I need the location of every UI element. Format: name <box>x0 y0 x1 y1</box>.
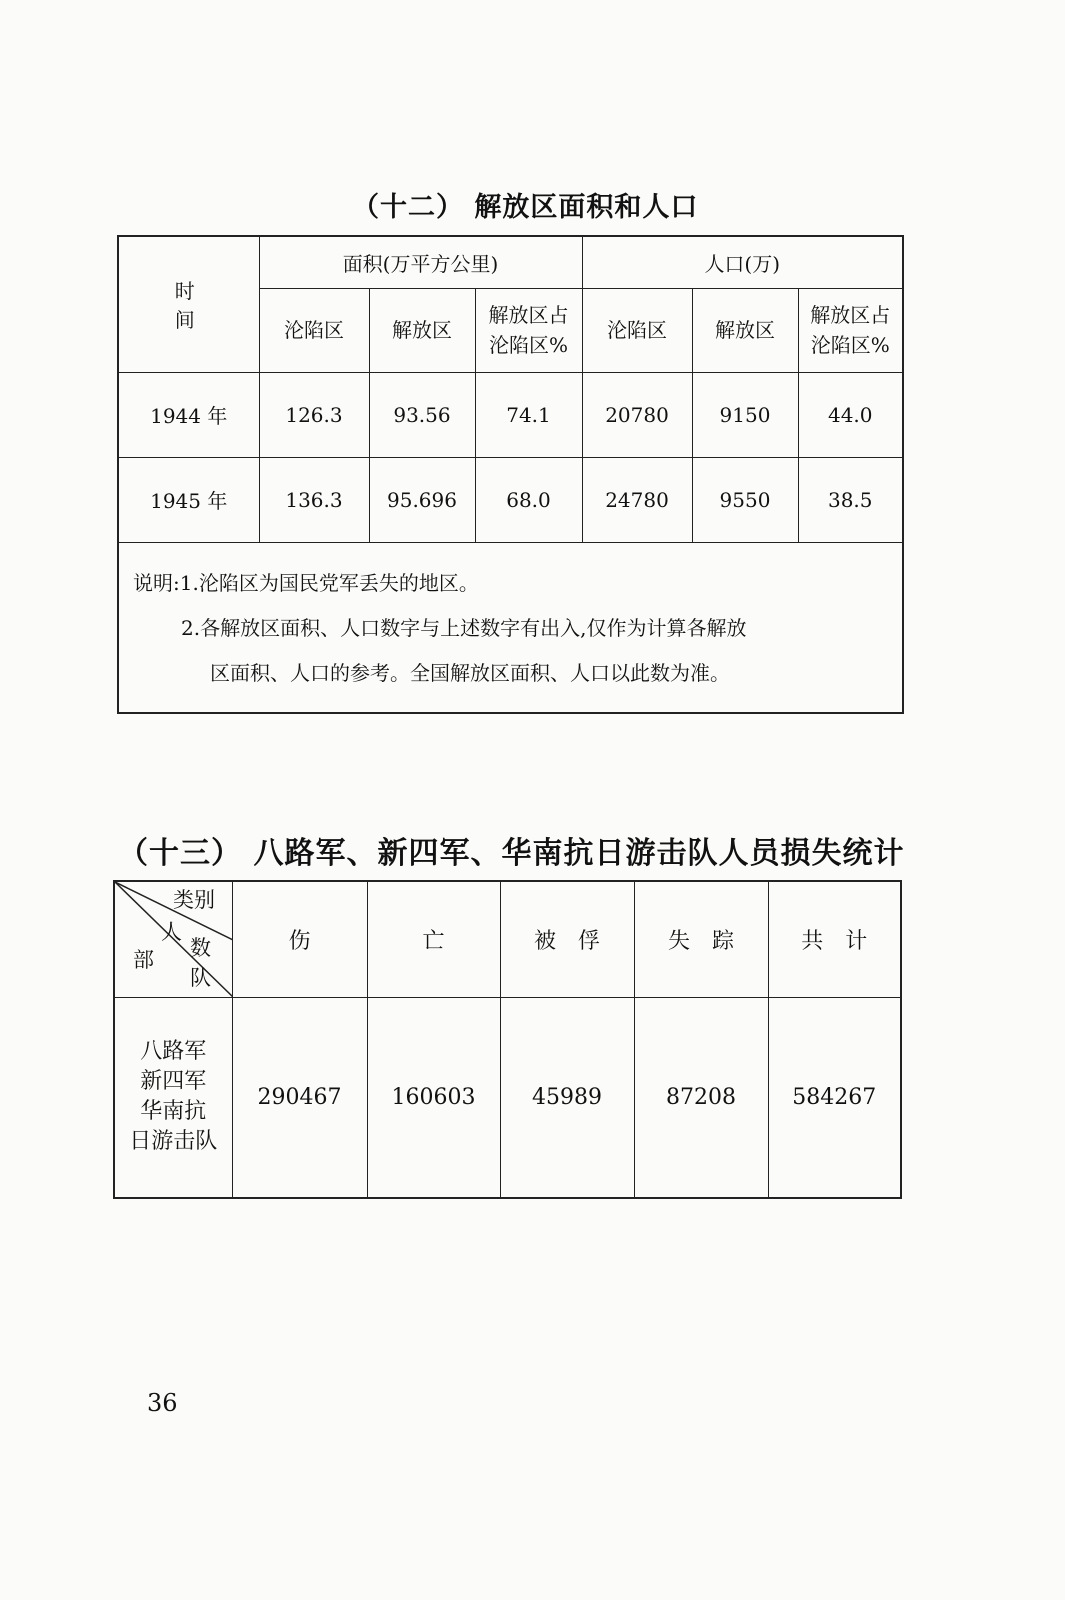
area-group-header: 面积(万平方公里) <box>259 236 582 288</box>
captured-cell: 45989 <box>500 998 634 1198</box>
pop-liberated-cell: 9550 <box>692 457 798 542</box>
pop-liberated-cell: 9150 <box>692 372 798 457</box>
time-header: 时间 <box>118 236 259 372</box>
killed-cell: 160603 <box>367 998 500 1198</box>
note-line-2: 2.各解放区面积、人口数字与上述数字有出入,仅作为计算各解放 <box>181 615 747 640</box>
area-ratio-cell: 74.1 <box>475 372 582 457</box>
area-occupied-cell: 126.3 <box>259 372 369 457</box>
wounded-cell: 290467 <box>232 998 367 1198</box>
unit-line-3: 华南抗 <box>140 1099 207 1125</box>
ratio-header-line1: 解放区占 <box>810 303 891 327</box>
corner-category-label: 类别 <box>173 888 215 912</box>
unit-line-2: 新四军 <box>140 1069 207 1095</box>
population-group-header: 人口(万) <box>582 236 903 288</box>
missing-cell: 87208 <box>634 998 768 1198</box>
section-12-title: （十二） 解放区面积和人口 <box>352 192 699 223</box>
area-occupied-cell: 136.3 <box>259 457 369 542</box>
col-header-total: 共计 <box>768 881 901 998</box>
corner-dui-label: 队 <box>190 966 211 990</box>
area-liberated-cell: 95.696 <box>369 457 475 542</box>
note-line-3: 区面积、人口的参考。全国解放区面积、人口以此数为准。 <box>210 660 730 685</box>
casualty-table <box>113 880 902 1199</box>
page-number: 36 <box>147 1389 178 1417</box>
unit-name-cell <box>114 998 232 1198</box>
area-liberated-header: 解放区 <box>369 288 475 372</box>
year-cell: 1945 年 <box>118 457 259 542</box>
notes-cell <box>118 542 903 713</box>
table-row <box>118 372 903 457</box>
pop-occupied-cell: 20780 <box>582 372 692 457</box>
pop-ratio-cell: 38.5 <box>798 457 903 542</box>
area-liberated-cell: 93.56 <box>369 372 475 457</box>
unit-line-4: 日游击队 <box>129 1129 218 1155</box>
col-header-wounded: 伤 <box>232 881 367 998</box>
total-cell: 584267 <box>768 998 901 1198</box>
section-13-title: （十三） 八路军、新四军、华南抗日游击队人员损失统计 <box>118 836 905 871</box>
pop-ratio-header <box>798 288 903 372</box>
ratio-header-line2: 沦陷区% <box>810 333 890 357</box>
pop-ratio-cell: 44.0 <box>798 372 903 457</box>
note-line-1: 说明:1.沦陷区为国民党军丢失的地区。 <box>133 570 479 595</box>
pop-occupied-cell: 24780 <box>582 457 692 542</box>
pop-liberated-header: 解放区 <box>692 288 798 372</box>
corner-bu-label: 部 <box>133 948 154 972</box>
pop-occupied-header: 沦陷区 <box>582 288 692 372</box>
ratio-header-line2: 沦陷区% <box>488 333 568 357</box>
table-row <box>118 457 903 542</box>
ratio-header-line1: 解放区占 <box>488 303 569 327</box>
col-header-missing: 失踪 <box>634 881 768 998</box>
corner-ren-label: 人 <box>161 920 182 944</box>
col-header-killed: 亡 <box>367 881 500 998</box>
corner-header <box>114 881 232 998</box>
col-header-captured: 被俘 <box>500 881 634 998</box>
unit-line-1: 八路军 <box>140 1039 207 1065</box>
area-ratio-header <box>475 288 582 372</box>
corner-shu-label: 数 <box>190 936 211 960</box>
area-occupied-header: 沦陷区 <box>259 288 369 372</box>
area-ratio-cell: 68.0 <box>475 457 582 542</box>
year-cell: 1944 年 <box>118 372 259 457</box>
table-row <box>114 998 901 1198</box>
liberated-areas-table <box>117 235 904 714</box>
